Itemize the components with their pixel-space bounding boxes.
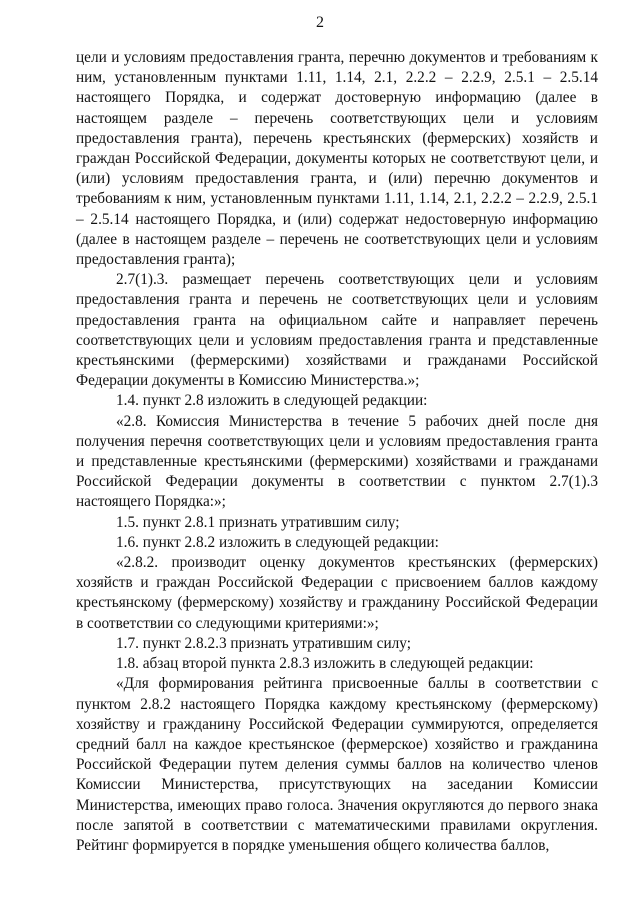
paragraph-2-7-1-3: 2.7(1).3. размещает перечень соответствующих цели и условиям предоставления гранта и перечень не соответствующих цели и условиям предоставления гранта на официальном сайте и направляет перечень соответствующих цели и условиям предоставления гранта и представленные крестьянскими (фермерскими) хозяйствами и гражданами Российской Федерации документы в Комиссию Министерства.»; [76,271,598,390]
page-number: 2 [316,14,324,31]
paragraph-amend-1-8: 1.8. абзац второй пункта 2.8.3 изложить в следующей редакции: [116,655,534,673]
paragraph-2-8: «2.8. Комиссия Министерства в течение 5 рабочих дней после дня получения перечня соответствующих цели и условиям предоставления гранта и представленные крестьянскими (фермерскими) хозяйствами и гражданами Российской Федерации документы в соответствии с пунктом 2.7(1).3 настоящего Порядка:»; [76,412,598,511]
paragraph-rating: «Для формирования рейтинга присвоенные баллы в соответствии с пунктом 2.8.2 настоящего Порядка каждому крестьянскому (фермерскому) хозяйству и гражданину Российской Федерации суммируются, определяется средний балл на каждое крестьянское (фермерское) хозяйство и гражданина Российской Федерации путем деления суммы баллов на количество членов Комиссии Министерства, присутствующих на заседании Комиссии Министерства, имеющих право голоса. Значения округляются до первого знака после запятой в соответствии с математическими правилами округления. Рейтинг формируется в порядке уменьшения общего количества баллов, [76,675,598,854]
paragraph-amend-1-6: 1.6. пункт 2.8.2 изложить в следующей редакции: [116,533,439,551]
paragraph-amend-1-5: 1.5. пункт 2.8.1 признать утратившим силу; [116,513,400,531]
paragraph-continuation: цели и условиям предоставления гранта, перечню документов и требованиям к ним, установленным пунктами 1.11, 1.14, 2.1, 2.2.2 – 2.2.9, 2.5.1 – 2.5.14 настоящего Порядка, и содержат достоверную информацию (далее в настоящем разделе – перечень соответствующих цели и условиям предоставления гранта), перечень крестьянских (фермерских) хозяйств и граждан Российской Федерации, документы которых не соответствуют цели, и (или) условиям предоставления гранта, и (или) перечню документов и требованиям к ним, установленным пунктами 1.11, 1.14, 2.1, 2.2.2 – 2.2.9, 2.5.1 – 2.5.14 настоящего Порядка, и (или) содержат недостоверную информацию (далее в настоящем разделе – перечень не соответствующих цели и условиям предоставления гранта); [76,49,598,269]
paragraph-2-8-2: «2.8.2. производит оценку документов крестьянских (фермерских) хозяйств и граждан Российской Федерации с присвоением баллов каждому крестьянскому (фермерскому) хозяйству и гражданину Российской Федерации в соответствии со следующими критериями:»; [76,554,598,632]
paragraph-amend-1-7: 1.7. пункт 2.8.2.3 признать утратившим силу; [116,634,411,652]
paragraph-amend-1-4: 1.4. пункт 2.8 изложить в следующей редакции: [116,392,428,410]
document-body [76,48,598,856]
